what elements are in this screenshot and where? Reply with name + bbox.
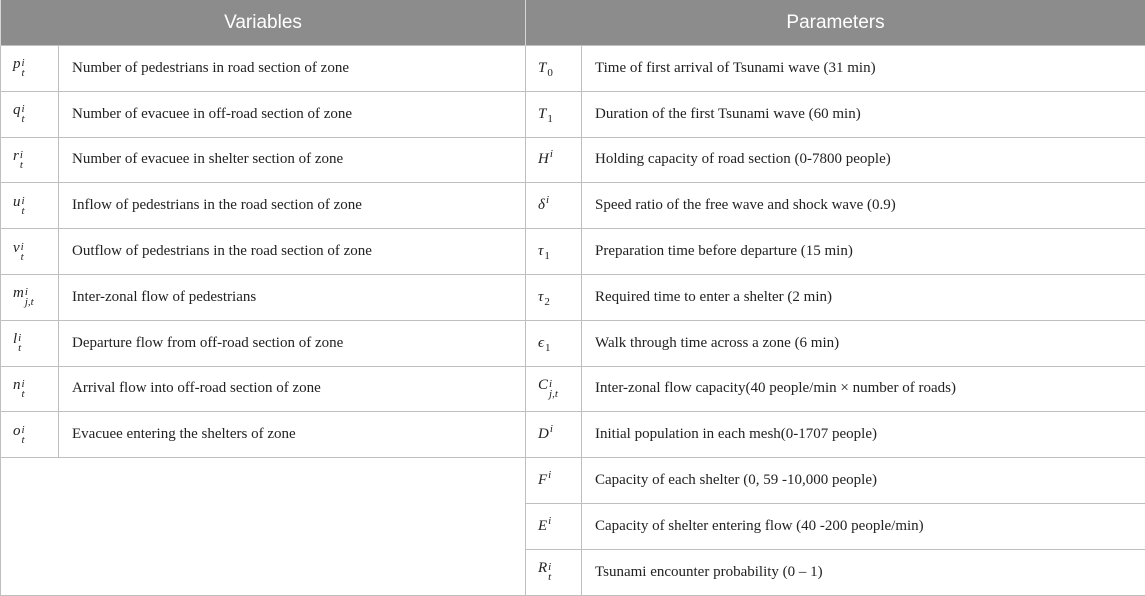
table-row — [1, 412, 1145, 458]
symbol-subscript: j,t — [549, 389, 558, 399]
symbol-cell — [526, 503, 582, 549]
math-symbol — [538, 151, 553, 168]
symbol-cell — [526, 183, 582, 229]
variables-header: Variables — [1, 0, 526, 46]
table-row — [1, 91, 1145, 137]
symbol-superscript: i — [21, 242, 24, 252]
description-cell: Number of pedestrians in road section of zone — [59, 46, 526, 92]
symbol-base: p — [13, 56, 21, 73]
symbol-subscript: 1 — [545, 342, 551, 354]
symbol-cell — [1, 46, 59, 92]
symbol-superscript: i — [22, 379, 25, 389]
table-row — [1, 183, 1145, 229]
symbol-subscript: t — [22, 435, 25, 445]
symbol-cell — [526, 412, 582, 458]
symbol-cell — [526, 549, 582, 595]
table-row — [1, 320, 1145, 366]
symbol-base: T — [538, 60, 546, 77]
symbol-superscript: i — [550, 423, 553, 435]
table-row — [1, 366, 1145, 412]
table-row — [1, 46, 1145, 92]
symbol-base: δ — [538, 197, 545, 214]
math-symbol — [13, 377, 25, 401]
math-symbol — [13, 148, 23, 172]
math-symbol — [13, 240, 24, 264]
description-cell: Speed ratio of the free wave and shock wave (0.9) — [582, 183, 1145, 229]
math-symbol — [538, 289, 550, 306]
symbol-cell — [526, 137, 582, 183]
description-cell: Inter-zonal flow capacity(40 people/min × number of roads) — [582, 366, 1145, 412]
symbol-cell — [526, 320, 582, 366]
description-cell: Holding capacity of road section (0-7800 people) — [582, 137, 1145, 183]
symbol-superscript: i — [550, 148, 553, 160]
math-symbol — [13, 56, 25, 80]
symbol-cell — [1, 274, 59, 320]
symbol-cell — [526, 91, 582, 137]
symbol-base: C — [538, 377, 548, 394]
parameters-header: Parameters — [526, 0, 1145, 46]
description-cell: Required time to enter a shelter (2 min) — [582, 274, 1145, 320]
description-cell: Number of evacuee in shelter section of zone — [59, 137, 526, 183]
math-symbol — [13, 194, 25, 218]
math-symbol — [13, 102, 25, 126]
description-cell: Inter-zonal flow of pedestrians — [59, 274, 526, 320]
symbol-cell — [1, 229, 59, 275]
symbol-base: v — [13, 240, 20, 257]
symbol-subscript: t — [22, 68, 25, 78]
description-cell: Outflow of pedestrians in the road section of zone — [59, 229, 526, 275]
math-symbol — [538, 60, 553, 77]
description-cell: Tsunami encounter probability (0 – 1) — [582, 549, 1145, 595]
symbol-subscript: t — [22, 206, 25, 216]
symbol-base: R — [538, 560, 547, 577]
math-symbol — [538, 518, 551, 535]
symbol-superscript: i — [548, 469, 551, 481]
symbol-base: l — [13, 331, 17, 348]
symbol-cell — [526, 46, 582, 92]
symbol-cell — [526, 458, 582, 504]
math-symbol — [538, 243, 550, 260]
description-cell: Number of evacuee in off-road section of zone — [59, 91, 526, 137]
symbol-cell — [526, 274, 582, 320]
table-row — [1, 458, 1145, 504]
symbol-base: ϵ — [538, 335, 544, 352]
math-symbol — [538, 106, 553, 123]
description-cell: Duration of the first Tsunami wave (60 min) — [582, 91, 1145, 137]
description-cell: Evacuee entering the shelters of zone — [59, 412, 526, 458]
math-symbol — [538, 560, 551, 584]
math-symbol — [538, 472, 551, 489]
description-cell: Preparation time before departure (15 min) — [582, 229, 1145, 275]
symbol-base: T — [538, 106, 546, 123]
math-symbol — [538, 335, 551, 352]
symbol-cell — [1, 137, 59, 183]
symbol-subscript: t — [22, 389, 25, 399]
description-cell: Time of first arrival of Tsunami wave (31 min) — [582, 46, 1145, 92]
math-symbol — [538, 426, 553, 443]
symbol-superscript: i — [549, 379, 558, 389]
symbol-cell — [1, 412, 59, 458]
description-cell: Arrival flow into off-road section of zone — [59, 366, 526, 412]
symbol-superscript: i — [25, 287, 34, 297]
symbol-subscript: t — [18, 343, 21, 353]
symbol-base: o — [13, 423, 21, 440]
symbol-subscript: j,t — [25, 297, 34, 307]
symbol-subscript: 1 — [544, 250, 550, 262]
math-symbol — [13, 285, 34, 309]
symbol-superscript: i — [546, 194, 549, 206]
symbol-subscript: t — [22, 114, 25, 124]
math-symbol — [538, 197, 549, 214]
math-symbol — [13, 331, 21, 355]
table-row — [1, 137, 1145, 183]
symbol-cell — [1, 320, 59, 366]
description-cell: Initial population in each mesh(0-1707 people) — [582, 412, 1145, 458]
math-symbol — [538, 377, 558, 401]
symbol-subscript: 1 — [547, 113, 553, 125]
symbol-superscript: i — [20, 150, 23, 160]
symbol-superscript: i — [548, 562, 551, 572]
symbol-base: u — [13, 194, 21, 211]
symbol-superscript: i — [22, 104, 25, 114]
symbol-cell — [526, 229, 582, 275]
description-cell: Walk through time across a zone (6 min) — [582, 320, 1145, 366]
symbol-base: r — [13, 148, 19, 165]
symbol-superscript: i — [22, 58, 25, 68]
description-cell: Capacity of shelter entering flow (40 -200 people/min) — [582, 503, 1145, 549]
symbol-base: H — [538, 151, 549, 168]
symbol-base: q — [13, 102, 21, 119]
symbol-subscript: 0 — [547, 67, 553, 79]
symbol-cell — [526, 366, 582, 412]
table-body — [1, 46, 1145, 596]
symbol-cell — [1, 183, 59, 229]
header-row — [1, 0, 1145, 46]
table-row — [1, 229, 1145, 275]
symbol-subscript: 2 — [544, 296, 550, 308]
symbol-subscript: t — [548, 572, 551, 582]
symbol-base: τ — [538, 243, 543, 260]
symbol-base: m — [13, 285, 24, 302]
symbol-subscript: t — [20, 160, 23, 170]
description-cell: Capacity of each shelter (0, 59 -10,000 people) — [582, 458, 1145, 504]
empty-cell — [1, 458, 526, 595]
symbol-cell — [1, 366, 59, 412]
symbol-base: D — [538, 426, 549, 443]
table-row — [1, 274, 1145, 320]
description-cell: Inflow of pedestrians in the road section of zone — [59, 183, 526, 229]
description-cell: Departure flow from off-road section of zone — [59, 320, 526, 366]
symbol-base: E — [538, 518, 547, 535]
symbol-subscript: t — [21, 252, 24, 262]
symbol-cell — [1, 91, 59, 137]
math-symbol — [13, 423, 25, 447]
symbol-base: F — [538, 472, 547, 489]
symbol-superscript: i — [18, 333, 21, 343]
symbol-superscript: i — [22, 196, 25, 206]
symbol-base: τ — [538, 289, 543, 306]
symbol-superscript: i — [22, 425, 25, 435]
symbol-superscript: i — [548, 515, 551, 527]
symbol-base: n — [13, 377, 21, 394]
